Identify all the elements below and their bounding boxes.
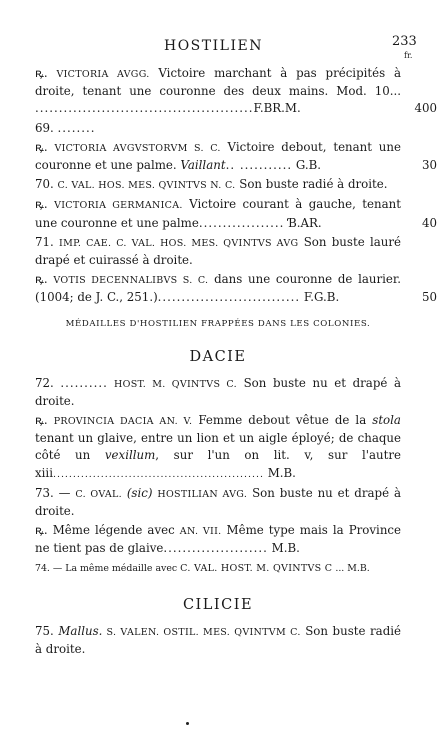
catalogue-entry: 73. — C. OVAL. (sic) HOSTILIAN AVG. Son buste nu et drapé à droite. bbox=[35, 485, 401, 519]
unit-label: fr. bbox=[404, 51, 413, 60]
catalogue-entry: ꝶ. VICTORIA GERMANICA. Victoire courant à gauche, tenant une couronne et une palme.................. Ɓ.AR. 40 bbox=[35, 196, 401, 231]
catalogue-entry: ꝶ. VICTORIA AVGVSTORVM S. C. Victoire debout, tenant une couronne et une palme. Vaillant.. ........... G.B. 30 bbox=[35, 139, 401, 174]
catalogue-entry: ꝶ. PROVINCIA DACIA AN. V. Femme debout vêtue de la stola tenant un glaive, entre un lion et un aigle éployé; de chaque côté un vexillum, sur l'un on lit. v, sur l'autre xiii..................................................... M.B. bbox=[35, 413, 401, 480]
rarity-mark: M.B. bbox=[267, 465, 296, 480]
section-heading-dacie: DACIE bbox=[189, 348, 247, 365]
printer-dot bbox=[186, 722, 189, 725]
catalogue-entry: 74. — La même médaille avec C. VAL. HOST. M. QVINTVS C ... M.B. bbox=[35, 562, 370, 574]
catalogue-entry: 70. C. VAL. HOS. MES. QVINTVS N. C. Son buste radié à droite. bbox=[35, 177, 388, 192]
catalogue-entry: 75. Mallus. S. VALEN. OSTIL. MES. QVINTVM C. Son buste radié à droite. bbox=[35, 623, 402, 657]
price-value: 400 bbox=[414, 101, 437, 116]
rarity-mark: M.B. bbox=[271, 541, 300, 556]
catalogue-entry: ꝶ. Même légende avec AN. VII. Même type mais la Province ne tient pas de glaive...................... M.B. bbox=[35, 523, 402, 556]
catalogue-entry: 69. ........ bbox=[35, 120, 96, 135]
catalogue-body bbox=[35, 65, 437, 660]
rarity-mark: M.B. bbox=[347, 562, 370, 574]
colonies-caption: MÉDAILLES D'HOSTILIEN FRAPPÉES DANS LES COLONIES. bbox=[65, 318, 371, 329]
price-value: 50 bbox=[421, 290, 437, 305]
page-number: 233 bbox=[392, 34, 417, 49]
catalogue-entry: ꝶ. VICTORIA AVGG. Victoire marchant à pas précipités à droite, tenant une couronne des deux mains. Mod. 10... ..............................................F.BR.M. 400 bbox=[35, 65, 401, 118]
catalogue-entry: 71. IMP. CAE. C. VAL. HOS. MES. QVINTVS AVG Son buste lauré drapé et cuirassé à droite. bbox=[35, 234, 401, 268]
price-value: 40 bbox=[421, 215, 437, 230]
running-title: HOSTILIEN bbox=[164, 38, 263, 54]
rarity-mark: F.BR.M. bbox=[253, 101, 301, 116]
rarity-mark: G.B. bbox=[295, 158, 322, 173]
price-value: 30 bbox=[421, 158, 437, 173]
catalogue-entry: ꝶ. VOTIS DECENNALIBVS S. C. dans une couronne de laurier. (1004; de J. C., 251.).............................. F.G.B. 50 bbox=[35, 271, 401, 306]
rarity-mark: F.G.B. bbox=[303, 290, 340, 305]
rarity-mark: Ɓ.AR. bbox=[288, 215, 322, 230]
section-heading-cilicie: CILICIE bbox=[182, 596, 254, 613]
catalogue-entry: 72. .......... HOST. M. QVINTVS C. Son buste nu et drapé à droite. bbox=[35, 375, 401, 408]
